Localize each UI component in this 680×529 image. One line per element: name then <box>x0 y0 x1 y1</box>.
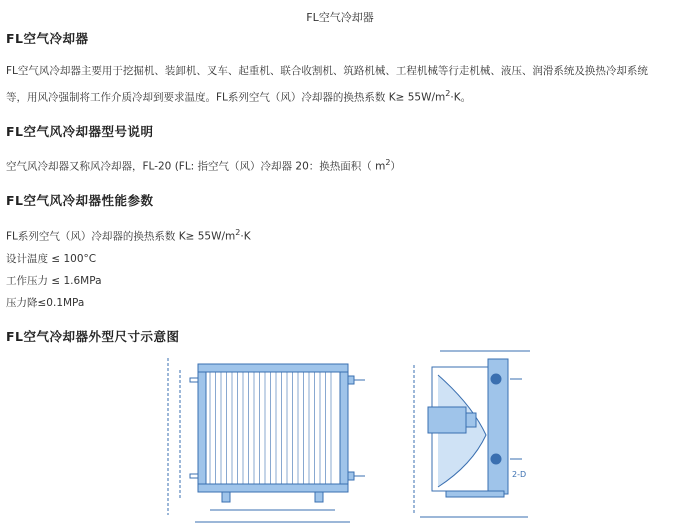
model-text: 空气风冷却器又称风冷却器，FL-20 (FL: 指空气（风）冷却器 20：换热面积（ $m^2$） <box>6 158 401 173</box>
param-k-value: FL系列空气（风）冷却器的换热系数 $K\ge 55W/m^2\cdot K$ <box>6 228 251 243</box>
intro-heading: FL空气冷却器 <box>6 31 89 46</box>
intro-line-1: FL空气风冷却器主要用于挖掘机、装卸机、叉车、起重机、联合收割机、筑路机械、工程机械等行走机械、液压、润滑系统及换热冷却系统 <box>6 65 648 77</box>
side-view-drawing <box>410 345 540 529</box>
param-design-temperature: 设计温度 ≤ 100°C <box>6 253 97 265</box>
params-heading: FL空气风冷却器性能参数 <box>6 193 154 208</box>
page-title: FL空气冷却器 <box>306 11 374 24</box>
param-pressure-drop: 压力降≤0.1MPa <box>6 297 85 309</box>
drawing-heading: FL空气冷却器外型尺寸示意图 <box>6 329 180 344</box>
intro-line-2: 等，用风冷强制将工作介质冷却到要求温度。FL系列空气（风）冷却器的换热系数 $K\ge 55W/m^2\cdot K$。 <box>6 89 472 104</box>
side-view-label: 2-D <box>512 470 527 479</box>
front-view-drawing <box>150 350 380 529</box>
model-heading: FL空气风冷却器型号说明 <box>6 124 154 139</box>
param-working-pressure: 工作压力 ≤ 1.6MPa <box>6 275 102 287</box>
